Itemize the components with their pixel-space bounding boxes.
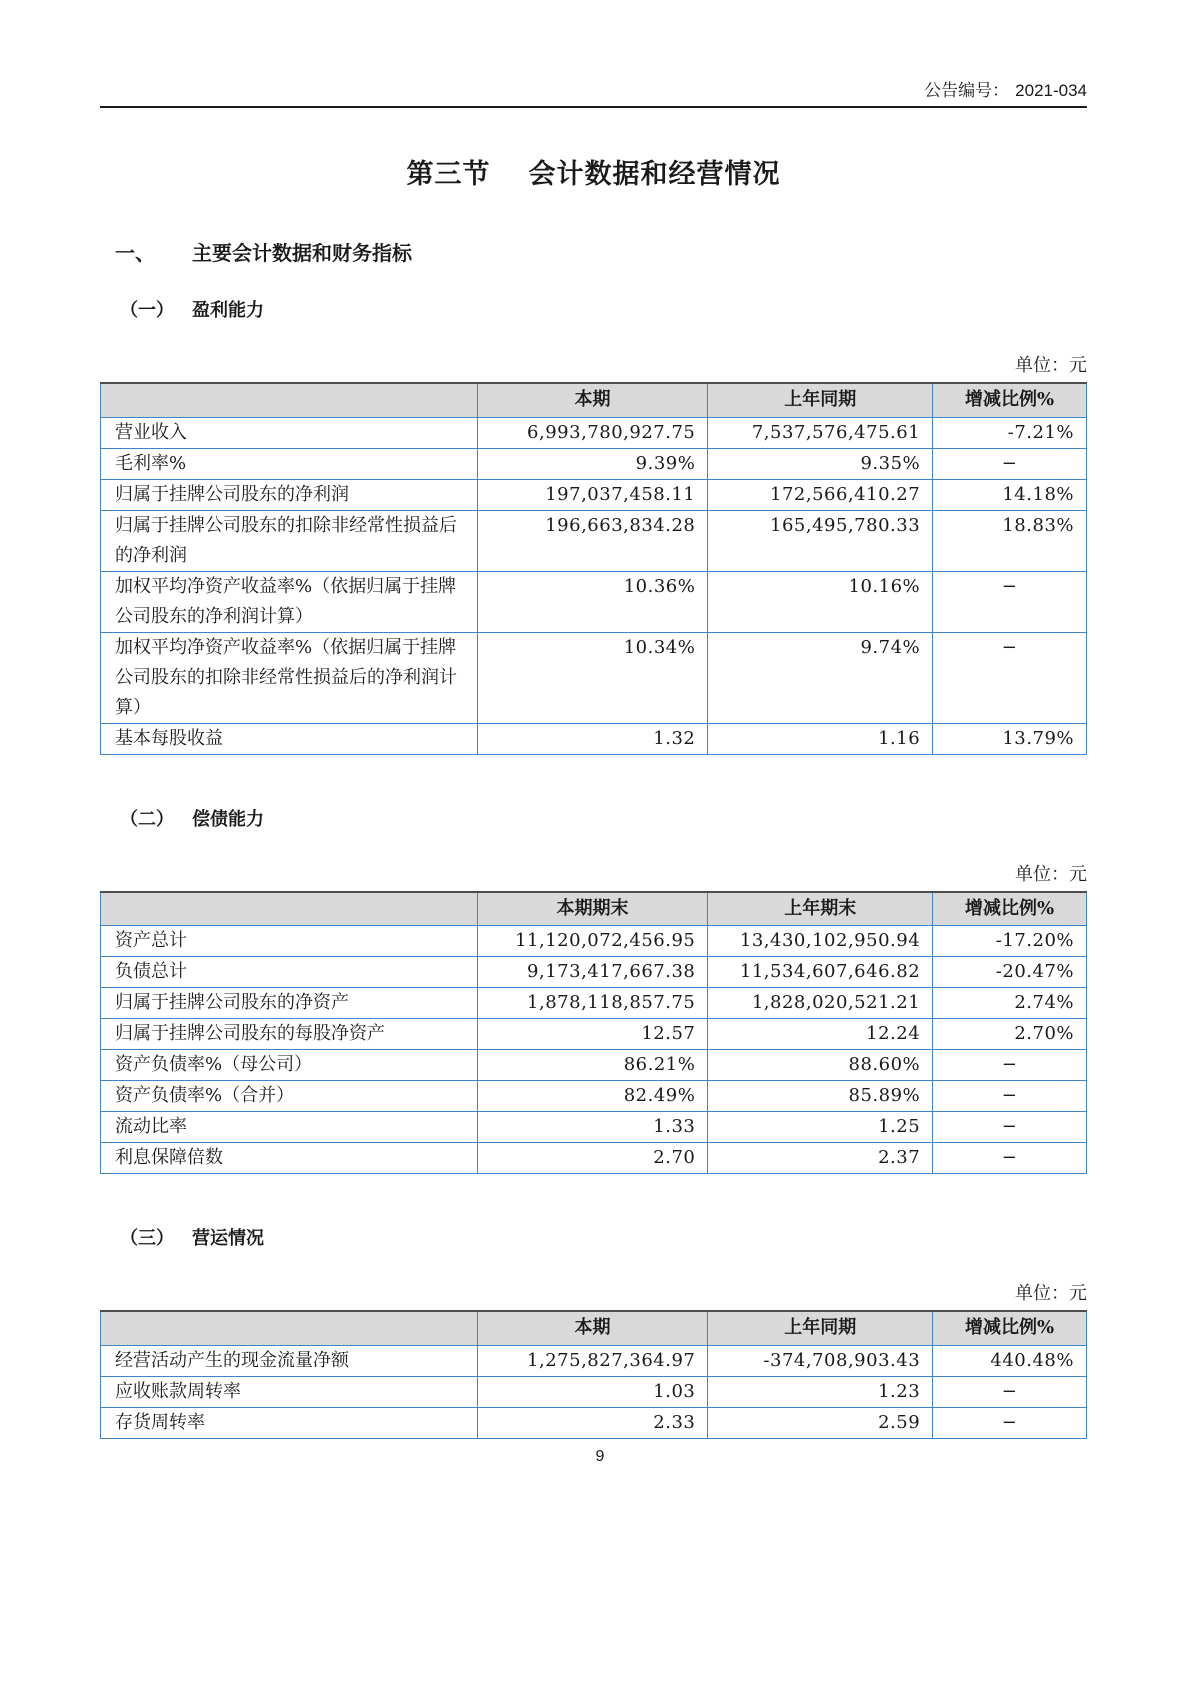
row-label: 应收账款周转率 [101, 1376, 478, 1407]
cell-value: 196,663,834.28 [477, 510, 708, 571]
row-label: 加权平均净资产收益率%（依据归属于挂牌公司股东的扣除非经常性损益后的净利润计算） [101, 632, 478, 723]
subsection-title: 偿债能力 [192, 808, 264, 829]
cell-value: -7.21% [933, 417, 1087, 448]
cell-value: 9.74% [708, 632, 933, 723]
column-header: 上年期末 [708, 892, 933, 926]
page-title-chapter: 第三节 [406, 159, 491, 189]
subsection-title: 营运情况 [192, 1228, 264, 1248]
column-header: 增减比例% [933, 383, 1087, 417]
cell-value: 11,534,607,646.82 [708, 957, 933, 988]
page-number: 9 [595, 1448, 605, 1465]
subsection-marker: （三） [120, 1228, 174, 1248]
cell-value: 7,537,576,475.61 [708, 417, 933, 448]
cell-value: 10.16% [708, 571, 933, 632]
unit-label: 单位：元 [1015, 355, 1087, 376]
cell-value: 1,828,020,521.21 [708, 988, 933, 1019]
cell-value: 2.33 [477, 1407, 708, 1438]
page-title-text: 会计数据和经营情况 [528, 159, 781, 189]
page-title [100, 152, 1087, 191]
cell-value: 1,275,827,364.97 [477, 1345, 708, 1376]
cell-value: 82.49% [477, 1081, 708, 1112]
cell-value: 2.59 [708, 1407, 933, 1438]
unit-label: 单位：元 [1015, 1283, 1087, 1304]
cell-value: 9.39% [477, 448, 708, 479]
subsection-heading-operations [100, 1224, 1087, 1250]
row-label: 归属于挂牌公司股东的净资产 [101, 988, 478, 1019]
cell-value: − [933, 448, 1087, 479]
subsection-marker: （二） [120, 808, 174, 829]
row-label: 毛利率% [101, 448, 478, 479]
cell-value: − [933, 1050, 1087, 1081]
cell-value: 11,120,072,456.95 [477, 926, 708, 957]
column-header: 本期期末 [477, 892, 708, 926]
cell-value: − [933, 1376, 1087, 1407]
cell-value: 197,037,458.11 [477, 479, 708, 510]
announcement-number: 2021-034 [1015, 81, 1087, 100]
cell-value: 2.70 [477, 1143, 708, 1174]
table-row [101, 926, 1087, 957]
table-row [101, 571, 1087, 632]
row-label-header [101, 1311, 478, 1345]
row-label: 基本每股收益 [101, 723, 478, 754]
row-label: 加权平均净资产收益率%（依据归属于挂牌公司股东的净利润计算） [101, 571, 478, 632]
subsection-title: 盈利能力 [192, 300, 264, 320]
cell-value: 172,566,410.27 [708, 479, 933, 510]
cell-value: -374,708,903.43 [708, 1345, 933, 1376]
operations-table [100, 1310, 1087, 1439]
column-header: 增减比例% [933, 892, 1087, 926]
cell-value: 85.89% [708, 1081, 933, 1112]
column-header: 增减比例% [933, 1311, 1087, 1345]
table-header-row [101, 1311, 1087, 1345]
table-row [101, 1143, 1087, 1174]
column-header: 上年同期 [708, 1311, 933, 1345]
cell-value: 1.33 [477, 1112, 708, 1143]
cell-value: 13,430,102,950.94 [708, 926, 933, 957]
cell-value: 10.36% [477, 571, 708, 632]
table-row [101, 1112, 1087, 1143]
solvency-table [100, 891, 1087, 1175]
table-row [101, 417, 1087, 448]
table-row [101, 479, 1087, 510]
cell-value: 12.57 [477, 1019, 708, 1050]
cell-value: 1.03 [477, 1376, 708, 1407]
cell-value: -17.20% [933, 926, 1087, 957]
row-label: 存货周转率 [101, 1407, 478, 1438]
row-label: 营业收入 [101, 417, 478, 448]
column-header: 本期 [477, 1311, 708, 1345]
cell-value: − [933, 1143, 1087, 1174]
row-label: 流动比率 [101, 1112, 478, 1143]
announcement-header [100, 0, 1087, 108]
section-title: 主要会计数据和财务指标 [192, 243, 412, 265]
row-label: 负债总计 [101, 957, 478, 988]
cell-value: 440.48% [933, 1345, 1087, 1376]
row-label: 归属于挂牌公司股东的净利润 [101, 479, 478, 510]
table-row [101, 1019, 1087, 1050]
table-header-row [101, 892, 1087, 926]
cell-value: -20.47% [933, 957, 1087, 988]
table-row [101, 1345, 1087, 1376]
column-header: 上年同期 [708, 383, 933, 417]
column-header: 本期 [477, 383, 708, 417]
cell-value: 2.74% [933, 988, 1087, 1019]
table-row [101, 632, 1087, 723]
row-label: 资产负债率%（合并） [101, 1081, 478, 1112]
row-label: 经营活动产生的现金流量净额 [101, 1345, 478, 1376]
section-marker: 一、 [115, 243, 155, 265]
row-label: 归属于挂牌公司股东的每股净资产 [101, 1019, 478, 1050]
row-label-header [101, 892, 478, 926]
cell-value: 12.24 [708, 1019, 933, 1050]
cell-value: 2.37 [708, 1143, 933, 1174]
table-row [101, 448, 1087, 479]
subsection-heading-profitability [100, 296, 1087, 322]
cell-value: − [933, 1407, 1087, 1438]
cell-value: 1,878,118,857.75 [477, 988, 708, 1019]
unit-label: 单位：元 [1015, 863, 1087, 885]
section-heading [100, 237, 1087, 266]
cell-value: − [933, 571, 1087, 632]
cell-value: 6,993,780,927.75 [477, 417, 708, 448]
table-row [101, 1081, 1087, 1112]
table-row [101, 723, 1087, 754]
cell-value: − [933, 632, 1087, 723]
table-header-row [101, 383, 1087, 417]
cell-value: 2.70% [933, 1019, 1087, 1050]
row-label-header [101, 383, 478, 417]
cell-value: 18.83% [933, 510, 1087, 571]
cell-value: 1.16 [708, 723, 933, 754]
row-label: 资产总计 [101, 926, 478, 957]
row-label: 归属于挂牌公司股东的扣除非经常性损益后的净利润 [101, 510, 478, 571]
table-row [101, 957, 1087, 988]
row-label: 资产负债率%（母公司） [101, 1050, 478, 1081]
cell-value: 165,495,780.33 [708, 510, 933, 571]
table-row [101, 1050, 1087, 1081]
cell-value: − [933, 1081, 1087, 1112]
cell-value: 1.23 [708, 1376, 933, 1407]
cell-value: 9,173,417,667.38 [477, 957, 708, 988]
cell-value: 13.79% [933, 723, 1087, 754]
table-row [101, 1407, 1087, 1438]
cell-value: 86.21% [477, 1050, 708, 1081]
cell-value: 88.60% [708, 1050, 933, 1081]
table-row [101, 510, 1087, 571]
cell-value: 1.25 [708, 1112, 933, 1143]
profitability-table [100, 382, 1087, 755]
table-row [101, 1376, 1087, 1407]
cell-value: 9.35% [708, 448, 933, 479]
subsection-marker: （一） [120, 300, 174, 320]
cell-value: 1.32 [477, 723, 708, 754]
announcement-label: 公告编号： [924, 81, 1010, 100]
subsection-heading-solvency [100, 805, 1087, 831]
row-label: 利息保障倍数 [101, 1143, 478, 1174]
table-row [101, 988, 1087, 1019]
cell-value: 10.34% [477, 632, 708, 723]
cell-value: 14.18% [933, 479, 1087, 510]
cell-value: − [933, 1112, 1087, 1143]
